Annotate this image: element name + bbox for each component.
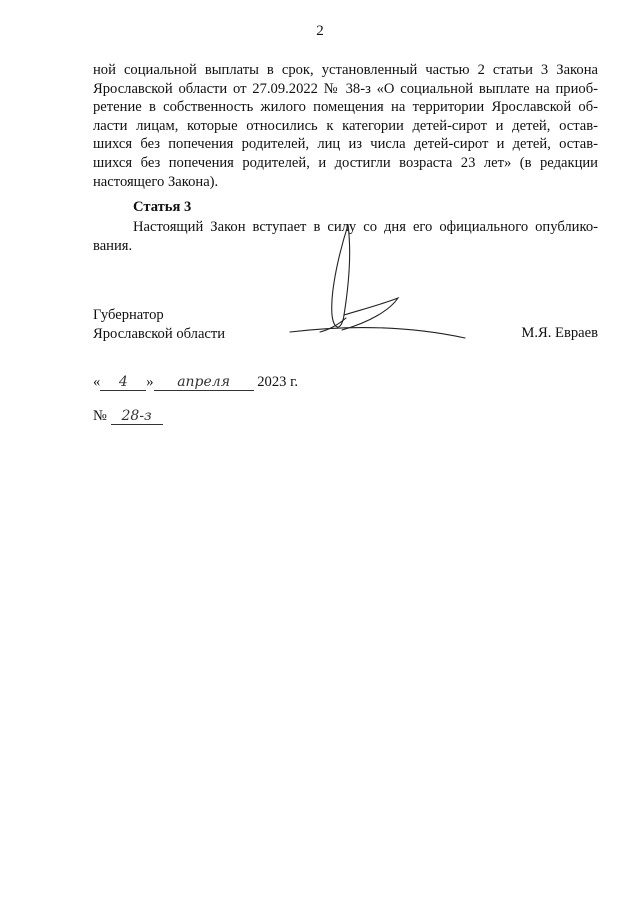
text-line: настоящего Закона). (93, 173, 219, 190)
signatory-position (93, 306, 225, 343)
position-line: Губернатор (93, 307, 164, 323)
date-month: апреля (154, 374, 254, 391)
date-line (93, 374, 298, 391)
position-line: Ярославской области (93, 325, 226, 342)
law-number: 28-з (111, 408, 163, 425)
date-day: 4 (100, 374, 146, 391)
quote-close: » (146, 374, 154, 390)
text-line: ретение в собственность жилого помещения на территории Ярославской об- (93, 99, 598, 116)
page-number: 2 (316, 23, 324, 39)
number-sign: № (93, 408, 107, 424)
text-line: ной социальной выплаты в срок, установленный частью 2 статьи 3 Закона (93, 62, 598, 78)
law-number-line (93, 408, 163, 425)
handwritten-signature (280, 220, 480, 350)
text-line: Настоящий Закон вступает в силу со дня его официального опублико- (133, 219, 598, 235)
signatory-name: М.Я. Евраев (521, 325, 598, 341)
quote-open: « (93, 374, 101, 390)
text-line: вания. (93, 237, 133, 254)
text-line: шихся без попечения родителей, лиц из числа детей-сирот и детей, остав- (93, 136, 598, 153)
text-line: Ярославской области от 27.09.2022 № 38-з «О социальной выплате на приоб- (93, 80, 598, 97)
date-year: 2023 г. (257, 374, 299, 390)
text-line: шихся без попечения родителей, и достигли возраста 23 лет» (в редакции (93, 154, 598, 171)
article-heading: Статья 3 (133, 199, 192, 215)
intro-paragraph (93, 61, 598, 191)
text-line: ласти лицам, которые относились к категории детей-сирот и детей, остав- (93, 117, 598, 134)
